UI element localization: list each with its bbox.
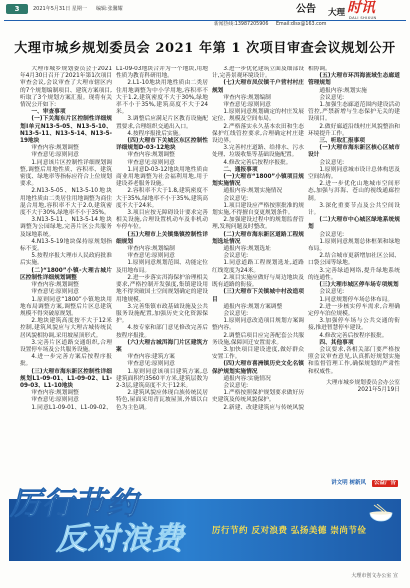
review-line: 会议意见: xyxy=(319,159,345,166)
review-line: 审查意见:原则同意 xyxy=(31,152,79,159)
review-line: 审查内容:规划调整 xyxy=(31,390,79,397)
review-point: 2.新建、改建建筑应与传统风貌相协调。 xyxy=(223,66,331,411)
section-heading: 一、审查事项 xyxy=(31,109,66,116)
review-point: 3.深化重要节点及公共空间设计。 xyxy=(308,202,400,217)
review-point: 1.原则同意该项目建筑方案,总建筑面积约3560平方米,建筑层数为2-3层,建筑高度不大于12米。 xyxy=(116,368,208,389)
review-point: 2.严格落实永久基本农田和生态保护红线管控要求,合理确定村庄建设边界。 xyxy=(212,123,304,145)
review-point: 3.加快项目建设进度,做好群众安置工作。 xyxy=(212,346,304,361)
review-point: 4.进一步完善方案后按程序报批。 xyxy=(20,354,112,368)
item-title: (四)大理市喜洲镇历史文化名镇保护规划实施情况 xyxy=(212,361,304,375)
intro-paragraph: 大理市城乡规划委员会于2021年4月30日召开了2021年第1次项目审查会议,会议审查了大理市辖区内的7个规划编制项目、建筑方案项目,听取了3个规划方案汇报。现将有关情况公开如下: xyxy=(20,66,112,109)
item-title: (二)大理市中心城区绿地系统规划 xyxy=(308,217,400,231)
review-point: 2.做好廊道沿线村庄风貌整治和环境提升工作。 xyxy=(308,123,400,137)
ad-tag-slogan: 讲文明 树新风 xyxy=(331,480,367,486)
article-title: 大理市城乡规划委员会 2021 年第 1 次项目审查会议规划公开 xyxy=(14,41,396,56)
section-heading: 三、听取汇报事项 xyxy=(319,138,365,145)
header-rule xyxy=(4,20,406,21)
review-point: 5.按程序报大理市人民政府批准后实施。 xyxy=(20,253,112,267)
logo-text-small: 大理 xyxy=(328,8,346,18)
review-line: 会议意见: xyxy=(319,289,345,296)
item-title: (二)“1800”小镇-大理古城片区控制性详细规划调整 xyxy=(20,267,112,281)
review-point: 1.项目建设应严格按照批准的规划实施,不得擅自变更规划条件。 xyxy=(212,202,304,217)
review-line: 审查内容:规划调整 xyxy=(127,152,175,159)
review-point: 4.按专家和部门意见修改完善后按程序报批。 xyxy=(116,325,208,339)
review-point: 3.完善片区道路交通组织,合理设置停车场及公共服务设施。 xyxy=(20,339,112,353)
review-point: 3.项目应按无障碍设计要求完善相关设施,合理设置机动车及非机动车停车位。 xyxy=(116,210,208,231)
review-point: 2.项目实施应做好与周边地块及既有道路的衔接。 xyxy=(212,274,304,289)
review-point: 1.原则同意规划确定的村庄发展定位、规模及空间布局。 xyxy=(212,109,304,123)
review-line: 审查意见:原则同意 xyxy=(127,253,175,260)
item-title: (一)下关海东片区控制性详细规划Ⅰ单元N13-5-05、N13-5-10、N13-5-11、N13-5-14、N13-5-19地块 xyxy=(20,116,112,145)
review-point: 1.原则同意城市设计总体构思及空间结构。 xyxy=(308,166,400,181)
review-point: 1.同意规划停车场总体布局。 xyxy=(319,296,394,303)
review-line: 审查意见:原则同意 xyxy=(127,159,175,166)
ad-slogan: 厉行节约 反对浪费 弘扬美德 崇尚节俭 xyxy=(212,526,367,536)
review-point: 2.N13-5-05、N13-5-10地块用地性质由二类居住用地调整为商住混合用地,容积率不大于2.0,建筑密度不大于30%,绿地率不小于35%。 xyxy=(20,188,112,217)
ad-tag-label: 公益广告 xyxy=(373,480,396,486)
review-line: 会议意见: xyxy=(223,253,249,260)
ad-credit: 大理市创文办公室 宣 xyxy=(351,573,398,579)
review-point: 2.加强建设过程中的规划监督管理,发现问题及时整改。 xyxy=(212,217,304,231)
item-title: (六)大理古城洱海门片区建筑方案 xyxy=(116,339,208,353)
review-line: 会议意见: xyxy=(319,231,345,238)
item-title: (三)大理市海东新区控制性详细规划L1-09-01、L1-09-02、L1-09-03、L1-10地块 xyxy=(20,368,112,389)
review-line: 会议意见: xyxy=(223,195,249,202)
review-point: 3.完善绿道网络,提升绿地系统的连通性。 xyxy=(308,267,400,281)
review-point: 2.建筑风貌应体现白族传统民居特色,屋面采用青瓦坡屋顶,外墙以白色为主色调。 xyxy=(116,390,208,411)
review-point: 4.修改完善后按程序报批。 xyxy=(223,159,292,166)
ad-headline-line2: 反对浪费 xyxy=(56,521,184,557)
item-title: (三)大理市城区停车场专项规划 xyxy=(319,282,399,289)
review-point: 1.同意L1-09-01、L1-09-02、L1-09-03地块合并为一个地块,用地性质为教育科研用地。 xyxy=(31,66,208,411)
review-point: 1.原则同意规划总体框架和绿地布局。 xyxy=(308,238,400,253)
review-point: 3.完善集镇市政基础设施及公共服务设施配置,加强历史文化资源保护。 xyxy=(116,303,208,325)
review-point: 2.容积率不大于1.8,建筑密度不大于35%,绿地率不小于35%,建筑高度不大于24米。 xyxy=(116,188,208,209)
review-line: 审查内容:建筑方案 xyxy=(127,354,175,361)
review-point: 1.原则同意改造项目规划方案调整内容。 xyxy=(212,318,304,332)
review-point: 1.加强生态廊道范围内建设活动管控,严禁新增与生态保护无关的建设项目。 xyxy=(308,102,400,123)
review-line: 审查内容:规划编制 xyxy=(127,246,175,253)
ad-tag xyxy=(331,480,398,487)
review-line: 审查意见:原则同意 xyxy=(31,289,79,296)
review-point: 3.完善村庄道路、给排水、污水处理、垃圾收集等基础设施配置。 xyxy=(212,145,304,159)
review-line: 审查意见:原则同意 xyxy=(223,102,271,109)
item-title: (三)大理市下关镇城中村改造项目 xyxy=(212,289,304,303)
masthead-logo xyxy=(328,1,404,20)
review-point: 4.N13-5-19地块保持原规划指标不变。 xyxy=(20,238,112,253)
review-line: 审查内容:规划调整 xyxy=(31,145,79,152)
review-point: 2.进一步核实停车需求,合理确定停车泊位规模。 xyxy=(308,303,400,317)
paragraph: 会议要求,各相关部门要严格按照会议审查意见,认真抓好规划实施和监督管理工作,确保规划的严肃性和权威性。 xyxy=(308,346,400,375)
review-line: 通报内容:规划方案调整 xyxy=(223,303,283,310)
review-point: 2.调整后项目应完善配套公共服务设施,保障回迁安置需求。 xyxy=(212,332,304,346)
contact-email: Email:dlsx@163.com xyxy=(276,21,327,27)
section-heading: 二、通报事项 xyxy=(223,166,258,173)
article-body xyxy=(20,66,400,470)
review-line: 审查内容:规划调整 xyxy=(31,282,79,289)
review-point: 1.原则同意“1800”小镇地块用地布局调整方案,调整后片区总建筑规模不得突破原规划。 xyxy=(20,296,112,317)
item-title: (五)大理市上关镇集镇控制性详细规划 xyxy=(116,231,208,245)
review-line: 通报内容:规划实施情况 xyxy=(223,188,283,195)
review-point: 4.按程序报批后实施。 xyxy=(127,130,185,137)
bowl-icon xyxy=(368,504,394,522)
review-point: 1.同意该片区控制性详细规划调整,调整后用地性质、容积率、建筑密度、绿地率等指标应符合上位规划要求。 xyxy=(20,159,112,188)
review-point: 2.L1-10地块用地性质由二类居住用地调整为中小学用地,容积率不大于1.2,建筑密度不大于30%,绿地率不小于35%,建筑高度不大于24米。 xyxy=(116,80,208,116)
review-point: 1.原则同意规划范围、功能定位及用地布局。 xyxy=(116,260,208,274)
review-point: 3.调整后应满足片区教育设施配置要求,合理组织交通出入口。 xyxy=(116,116,208,130)
review-line: 会议意见: xyxy=(223,382,249,389)
review-line: 通报内容:规划选址 xyxy=(223,246,271,253)
logo-text-large: 时讯 xyxy=(347,0,375,16)
review-line: 通报内容:实施情况 xyxy=(223,375,271,382)
item-title: (一)大理市海东新区核心区城市设计 xyxy=(308,145,400,159)
review-point: 4.修改完善后按程序报批。 xyxy=(319,332,388,339)
section-name: 公告 xyxy=(296,4,316,15)
signature-org: 大理市城乡规划委员会办公室 xyxy=(326,379,400,386)
item-title: (四)大理市下关城区东区控制性详细规划D-03-12地块 xyxy=(116,138,208,152)
review-line: 通报内容:规划实施 xyxy=(319,87,367,94)
section-heading: 四、其他事项 xyxy=(319,339,354,346)
item-title: (一)大理市“1800”小镇项目规划实施情况 xyxy=(212,174,304,188)
review-point: 3.加强停车场与公共交通的衔接,推进智慧停车建设。 xyxy=(308,318,400,332)
item-title: (二)大理市海东新区道路工程规划选址情况 xyxy=(212,231,304,245)
review-point: 2.进一步落实洱海保护治理相关要求,严格控制开发强度,集镇建设用地不得突破国土空间规划确定的建设用地规模。 xyxy=(116,274,208,303)
review-line: 审查意见:原则同意 xyxy=(31,397,79,404)
item-title: (七)大理市凤仪镇千户营村村庄规划 xyxy=(212,80,304,94)
logo-latin-text: DALI SHIXUN xyxy=(349,15,377,20)
review-point: 2.进一步优化山地城市空间形态,加强与洱海、苍山的视线通廊控制。 xyxy=(308,181,400,202)
news-hotline: 新闻热线:13987205906 xyxy=(214,21,269,27)
issue-date: 2021年5月31日 星期一 xyxy=(33,6,87,12)
review-point: 1.同意D-03-12地块用地性质由商业用地调整为社会福利用地,用于建设养老服务设施。 xyxy=(116,166,208,188)
editor-credit: 编辑:张馨耀 xyxy=(96,6,123,12)
review-point: 2.地块建筑高度按不大于12米控制,建筑风貌应与大理古城传统民居风貌相协调,采用坡屋顶形式。 xyxy=(20,318,112,339)
review-line: 审查意见:原则同意 xyxy=(127,361,175,368)
review-point: 2.结合城市更新增加社区公园、口袋公园等绿地。 xyxy=(308,253,400,267)
public-service-ad xyxy=(0,474,410,584)
signature-date: 2021年5月19日 xyxy=(357,386,400,393)
item-title: (五)大理市环洱海流域生态廊道管理规划 xyxy=(308,73,400,87)
review-point: 1.同意道路工程规划选址,道路红线宽度为24米。 xyxy=(212,260,304,274)
review-point: 1.严格按照保护规划要求做好历史建筑及传统风貌保护。 xyxy=(212,390,304,404)
page-number-badge: 3 xyxy=(6,4,28,14)
review-point: 3.N13-5-11、N13-5-14地块调整为公园绿地,完善片区公共服务及绿地系统。 xyxy=(20,217,112,238)
page-header xyxy=(0,0,410,30)
review-line: 会议意见: xyxy=(319,94,345,101)
review-point: 3.进一步优化建筑立面及细部设计,完善景观环境设计。 xyxy=(212,66,304,80)
review-line: 审查内容:规划编制 xyxy=(223,94,271,101)
ad-headline-line1: 厉行节约 xyxy=(10,486,138,522)
review-line: 会议意见: xyxy=(223,310,249,317)
